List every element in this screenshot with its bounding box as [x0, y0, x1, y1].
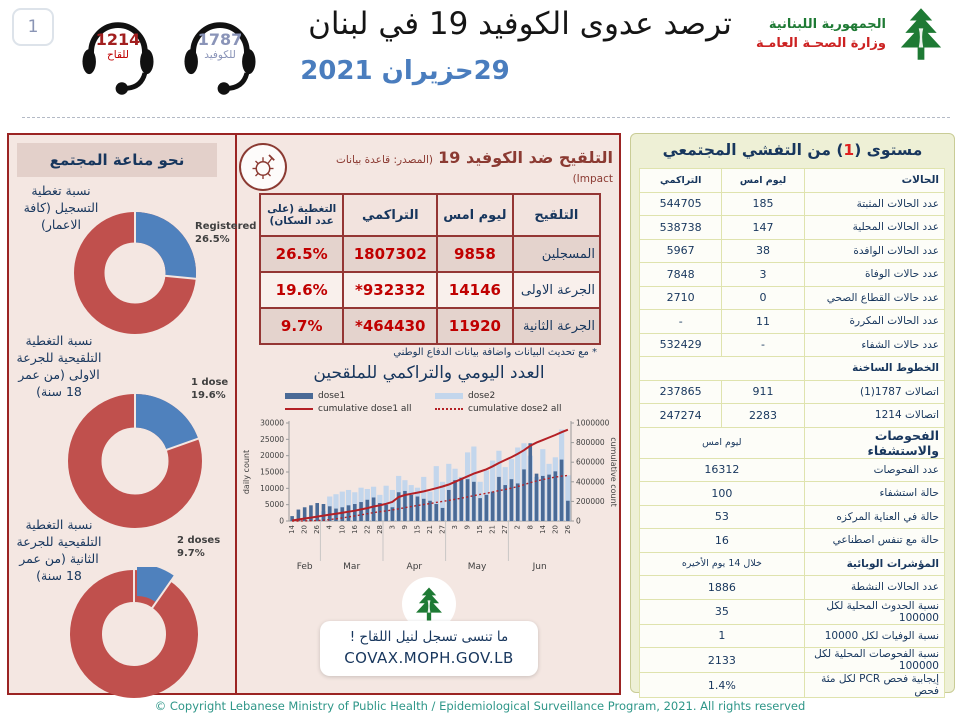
outbreak-row	[640, 529, 945, 553]
cumulative dose2 all-swatch	[435, 408, 463, 410]
outbreak-section-note: خلال 14 يوم الأخيره	[640, 552, 805, 576]
outbreak-row-value: 16	[640, 529, 805, 553]
outbreak-col-cases: الحالات	[804, 169, 944, 193]
cumulative dose1 all-swatch	[285, 408, 313, 410]
outbreak-row	[640, 357, 945, 381]
outbreak-row-label: عدد حالات القطاع الصحي	[804, 286, 944, 310]
donut-label-registered: نسبة تغطية التسجيل (كافة الاعمار)	[23, 183, 99, 232]
vaccination-title: التلقيح ضد الكوفيد 19	[438, 148, 613, 167]
col-cumulative: التراكمي	[343, 194, 437, 236]
outbreak-yesterday: 147	[722, 216, 804, 240]
svg-text:200000: 200000	[576, 496, 605, 506]
covax-url[interactable]: COVAX.MOPH.GOV.LB	[344, 649, 514, 667]
vaccination-footnote: * مع تحديث البيانات واضافة بيانات الدفاع الوطني	[393, 347, 597, 358]
vacc-cumulative: *932332	[343, 272, 437, 308]
hotline-vaccine	[70, 4, 166, 100]
outbreak-row-label: عدد الحالات الوافدة	[804, 239, 944, 263]
dose1-swatch	[285, 393, 313, 399]
svg-text:28: 28	[375, 525, 384, 534]
vaccination-header-row	[260, 194, 600, 236]
outbreak-row	[640, 673, 945, 698]
outbreak-row	[640, 380, 945, 404]
slice-label-registered: Registered 26.5%	[195, 221, 257, 245]
svg-text:3: 3	[388, 525, 397, 530]
outbreak-cumulative: 5967	[640, 239, 722, 263]
outbreak-row-label: عدد الفحوصات	[804, 458, 944, 482]
logo-line2: وزارة الصحـة العامـة	[755, 36, 886, 51]
svg-text:21: 21	[488, 525, 497, 534]
outbreak-cumulative: 247274	[640, 404, 722, 428]
svg-text:8: 8	[526, 525, 535, 530]
legend-label: cumulative dose2 all	[468, 403, 562, 414]
outbreak-row-value: 1	[640, 624, 805, 648]
outbreak-row-value: 35	[640, 599, 805, 624]
legend-item	[435, 404, 585, 414]
svg-text:Jun: Jun	[532, 562, 547, 572]
outbreak-panel	[630, 133, 955, 697]
dose2-swatch	[435, 393, 463, 399]
svg-text:27: 27	[501, 525, 510, 534]
outbreak-row-label: حالة في العناية المركزه	[804, 505, 944, 529]
outbreak-col-cumulative: التراكمي	[640, 169, 722, 193]
svg-text:15000: 15000	[260, 467, 284, 477]
svg-text:5000: 5000	[264, 500, 284, 510]
svg-text:15: 15	[413, 525, 422, 534]
outbreak-row	[640, 286, 945, 310]
donut-label-dose1: نسبة التغطية التلقيحية للجرعة الاولى (من عمر 18 سنة)	[16, 333, 102, 399]
svg-text:daily count: daily count	[242, 449, 251, 495]
outbreak-yesterday: 2283	[722, 404, 804, 428]
outbreak-row-label: عدد الحالات المحلية	[804, 216, 944, 240]
svg-text:cumulative count: cumulative count	[609, 437, 618, 507]
svg-text:14: 14	[538, 525, 547, 534]
outbreak-row-value: 1.4%	[640, 673, 805, 698]
vacc-yesterday: 14146	[437, 272, 513, 308]
vaccination-column	[239, 135, 619, 693]
outbreak-row-label: عدد الحالات المكررة	[804, 310, 944, 334]
chart-legend	[285, 389, 585, 415]
outbreak-row	[640, 624, 945, 648]
outbreak-cumulative: 532429	[640, 333, 722, 357]
outbreak-row-value: 2133	[640, 648, 805, 673]
outbreak-cumulative: 7848	[640, 263, 722, 287]
outbreak-level: 1	[843, 141, 855, 159]
outbreak-row	[640, 169, 945, 193]
outbreak-col-yesterday: ليوم امس	[722, 169, 804, 193]
svg-text:1000000: 1000000	[576, 418, 610, 428]
dashed-separator	[22, 117, 950, 118]
hotline-covid	[172, 4, 268, 100]
outbreak-row	[640, 239, 945, 263]
hotline-covid-number: 1787	[197, 30, 243, 49]
outbreak-yesterday: 0	[722, 286, 804, 310]
covax-slogan: ما تنسى تسجل لنيل اللقاح !	[349, 629, 509, 645]
vacc-row-label: الجرعة الثانية	[513, 308, 600, 344]
vaccination-row	[260, 308, 600, 344]
outbreak-row-label: عدد الحالات المثبتة	[804, 192, 944, 216]
outbreak-cumulative: 237865	[640, 380, 722, 404]
outbreak-yesterday: 3	[722, 263, 804, 287]
legend-label: cumulative dose1 all	[318, 403, 412, 414]
outbreak-row	[640, 333, 945, 357]
outbreak-row	[640, 552, 945, 576]
outbreak-yesterday: 185	[722, 192, 804, 216]
svg-text:0: 0	[576, 516, 581, 526]
outbreak-row-label: عدد حالات الوفاة	[804, 263, 944, 287]
svg-text:Feb: Feb	[296, 562, 313, 572]
svg-text:9: 9	[463, 525, 472, 530]
covax-box	[320, 621, 538, 676]
svg-text:9: 9	[400, 525, 409, 530]
logo-line1: الجمهورية اللبنانية	[768, 16, 886, 32]
svg-text:16: 16	[350, 525, 359, 534]
outbreak-row	[640, 310, 945, 334]
svg-text:15: 15	[476, 525, 485, 534]
svg-text:27: 27	[438, 525, 447, 534]
outbreak-row	[640, 648, 945, 673]
outbreak-yesterday: 38	[722, 239, 804, 263]
outbreak-row	[640, 458, 945, 482]
outbreak-row-label: عدد الحالات النشطة	[804, 576, 944, 600]
outbreak-row-label: نسبة الفحوصات المحلية لكل 100000	[804, 648, 944, 673]
cedar-icon	[411, 586, 447, 622]
svg-text:Mar: Mar	[343, 562, 361, 572]
svg-text:26: 26	[563, 525, 572, 534]
outbreak-row	[640, 216, 945, 240]
moph-logo	[756, 6, 950, 62]
vacc-row-label: الجرعة الاولى	[513, 272, 600, 308]
vaccination-source: (المصدر: قاعدة بيانات Impact)	[336, 154, 613, 185]
hotline-vaccine-number: 1214	[95, 30, 141, 49]
outbreak-section-label: المؤشرات الوبائية	[804, 552, 944, 576]
covax-promo	[239, 577, 619, 676]
outbreak-title: مستوى (1) من التفشي المجتمعي	[662, 141, 923, 159]
legend-item	[285, 391, 435, 401]
svg-text:25000: 25000	[260, 434, 284, 444]
svg-text:14: 14	[288, 525, 297, 534]
svg-text:400000: 400000	[576, 477, 605, 487]
outbreak-row	[640, 427, 945, 458]
legend-item	[285, 404, 435, 414]
svg-text:600000: 600000	[576, 457, 605, 467]
page-title: ترصد عدوى الكوفيد 19 في لبنان	[308, 6, 732, 42]
outbreak-row	[640, 404, 945, 428]
donut-chart-registered	[71, 209, 199, 337]
slice-label-dose2: 2 doses 9.7%	[177, 535, 221, 559]
donut-chart-dose2	[67, 567, 201, 701]
outbreak-section-note: ليوم امس	[640, 427, 805, 458]
outbreak-cumulative: 538738	[640, 216, 722, 240]
outbreak-yesterday: 11	[722, 310, 804, 334]
svg-text:10000: 10000	[260, 483, 284, 493]
legend-item	[435, 391, 585, 401]
hotline-covid-label: للكوفيد	[204, 49, 236, 61]
svg-text:3: 3	[451, 525, 460, 530]
virus-icon	[239, 143, 287, 191]
outbreak-cumulative: 544705	[640, 192, 722, 216]
vaccination-row	[260, 272, 600, 308]
outbreak-row-label: نسبة الوفيات لكل 10000	[804, 624, 944, 648]
daily-cumulative-chart	[239, 417, 619, 575]
legend-label: dose1	[318, 390, 346, 401]
vaccination-panel	[7, 133, 621, 695]
outbreak-section-label: الفحوصات والاستشفاء	[804, 427, 944, 458]
donut-label-dose2: نسبة التغطية التلقيحية للجرعة الثانية (من عمر 18 سنة)	[16, 517, 102, 583]
outbreak-row-label: حالة مع تنفس اصطناعي	[804, 529, 944, 553]
vacc-row-label: المسجلين	[513, 236, 600, 272]
svg-text:20: 20	[300, 525, 309, 534]
donut-chart-dose1	[65, 391, 205, 531]
svg-text:800000: 800000	[576, 438, 605, 448]
outbreak-yesterday: 911	[722, 380, 804, 404]
svg-text:20: 20	[551, 525, 560, 534]
vaccination-table	[259, 193, 601, 345]
outbreak-row	[640, 576, 945, 600]
cedar-icon	[892, 6, 950, 62]
svg-text:20000: 20000	[260, 451, 284, 461]
col-vaccination: التلقيح	[513, 194, 600, 236]
outbreak-row-value: 1886	[640, 576, 805, 600]
outbreak-row-label: اتصالات 1787(1)	[804, 380, 944, 404]
vacc-yesterday: 11920	[437, 308, 513, 344]
daily-chart-title: العدد اليومي والتراكمي للملقحين	[313, 363, 545, 383]
svg-text:22: 22	[363, 525, 372, 534]
vacc-cumulative: 1807302	[343, 236, 437, 272]
col-yesterday: ليوم امس	[437, 194, 513, 236]
outbreak-cumulative: 2710	[640, 286, 722, 310]
copyright-footer: © Copyright Lebanese Ministry of Public Health / Epidemiological Surveillance Program, 2021. All rights reserved	[154, 699, 806, 713]
outbreak-row-value: 16312	[640, 458, 805, 482]
outbreak-section-label: الخطوط الساخنة	[804, 357, 944, 381]
svg-text:Apr: Apr	[406, 562, 423, 572]
svg-text:10: 10	[338, 525, 347, 534]
outbreak-row	[640, 192, 945, 216]
legend-label: dose2	[468, 390, 496, 401]
vaccination-header	[239, 143, 613, 191]
svg-text:4: 4	[325, 525, 334, 530]
outbreak-section-note	[640, 357, 805, 381]
outbreak-row-label: حالة استشفاء	[804, 482, 944, 506]
outbreak-row-label: نسبة الحدوث المحلية لكل 100000	[804, 599, 944, 624]
svg-text:26: 26	[313, 525, 322, 534]
outbreak-yesterday: -	[722, 333, 804, 357]
report-date: 29حزيران 2021	[300, 56, 510, 86]
svg-text:21: 21	[426, 525, 434, 534]
vacc-yesterday: 9858	[437, 236, 513, 272]
outbreak-row	[640, 505, 945, 529]
svg-text:0: 0	[279, 516, 284, 526]
svg-text:May: May	[467, 562, 487, 572]
svg-text:30000: 30000	[260, 418, 284, 428]
outbreak-row	[640, 263, 945, 287]
vacc-coverage: 19.6%	[260, 272, 343, 308]
outbreak-row-label: اتصالات 1214	[804, 404, 944, 428]
slice-label-dose1: 1 dose 19.6%	[191, 377, 229, 401]
outbreak-row	[640, 482, 945, 506]
outbreak-row-label: عدد حالات الشفاء	[804, 333, 944, 357]
outbreak-row-value: 100	[640, 482, 805, 506]
vaccination-row	[260, 236, 600, 272]
immunity-title: نحو مناعة المجتمع	[17, 143, 217, 177]
outbreak-table	[639, 168, 945, 698]
outbreak-row-value: 53	[640, 505, 805, 529]
outbreak-cumulative: -	[640, 310, 722, 334]
page-number: 1	[12, 8, 54, 46]
vacc-coverage: 9.7%	[260, 308, 343, 344]
outbreak-row	[640, 599, 945, 624]
vacc-cumulative: *464430	[343, 308, 437, 344]
vacc-coverage: 26.5%	[260, 236, 343, 272]
svg-text:2: 2	[513, 525, 522, 530]
hotline-vaccine-label: للقاح	[107, 49, 129, 61]
col-coverage: التغطية (على عدد السكان)	[260, 194, 343, 236]
outbreak-row-label: إيجابية فحص PCR لكل مئة فحص	[804, 673, 944, 698]
